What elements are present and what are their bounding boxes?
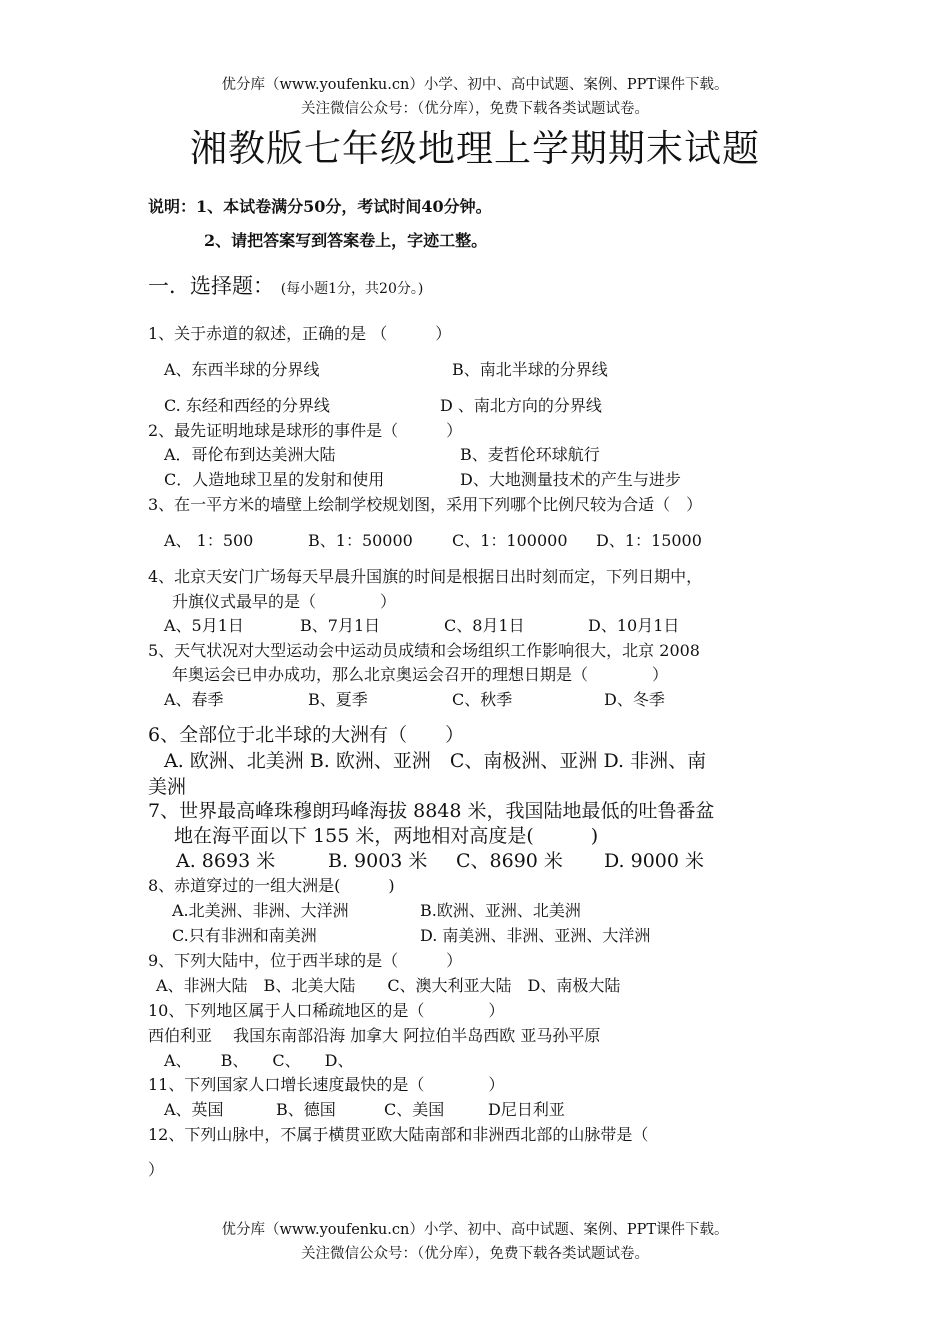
question-4-option-b: B、7月1日 [300, 616, 381, 635]
question-2-option-b: B、麦哲伦环球航行 [460, 445, 600, 464]
question-6-options-line-2: 美洲 [148, 776, 187, 798]
question-8-option-c: C.只有非洲和南美洲 [172, 926, 317, 945]
question-7-stem-line-2: 地在海平面以下 155 米，两地相对高度是( ) [174, 825, 599, 847]
question-7-option-a: A. 8693 米 [176, 850, 276, 872]
question-10-places: 西伯利亚 我国东南部沿海 加拿大 阿拉伯半岛西欧 亚马孙平原 [148, 1026, 601, 1045]
question-2-option-a: A．哥伦布到达美洲大陆 [164, 445, 336, 464]
header-line-1: 优分库（www.youfenku.cn）小学、初中、高中试题、案例、PPT课件下载。 [221, 77, 729, 93]
question-5-option-d: D、冬季 [604, 690, 665, 709]
question-8-stem: 8、赤道穿过的一组大洲是( ) [148, 876, 395, 895]
section-detail: (每小题1分，共20分。) [280, 281, 424, 297]
question-2-option-c: C．人造地球卫星的发射和使用 [164, 470, 385, 489]
question-3-option-c: C、1：100000 [452, 531, 568, 550]
question-6-stem: 6、全部位于北半球的大洲有（ ） [148, 724, 465, 746]
header-line-2: 关注微信公众号：（优分库），免费下载各类试题试卷。 [301, 101, 649, 117]
question-5-stem-line-2: 年奥运会已申办成功，那么北京奥运会召开的理想日期是（ ） [172, 665, 669, 684]
page-title: 湘教版七年级地理上学期期末试题 [190, 127, 760, 170]
question-8-option-d: D. 南美洲、非洲、亚洲、大洋洲 [420, 926, 651, 945]
question-4-stem-line-1: 4、北京天安门广场每天早晨升国旗的时间是根据日出时刻而定，下列日期中， [148, 567, 703, 586]
question-7-option-c: C、8690 米 [456, 850, 563, 872]
question-3-option-b: B、1：50000 [308, 531, 413, 550]
question-11-option-c: C、美国 [384, 1100, 445, 1119]
question-1-stem: 1、关于赤道的叙述，正确的是 （ ） [148, 324, 452, 343]
question-7-stem-line-1: 7、世界最高峰珠穆朗玛峰海拔 8848 米，我国陆地最低的吐鲁番盆 [148, 800, 715, 822]
question-3-option-a: A、 1：500 [164, 531, 254, 550]
question-8-option-b: B.欧洲、亚洲、北美洲 [420, 901, 581, 920]
question-9-options: A、非洲大陆 B、北美大陆 C、澳大利亚大陆 D、南极大陆 [156, 976, 621, 995]
question-7-option-d: D. 9000 米 [604, 850, 705, 872]
question-3-stem: 3、在一平方米的墙壁上绘制学校规划图，采用下列哪个比例尺较为合适（ ） [148, 495, 703, 514]
question-8-option-a: A.北美洲、非洲、大洋洲 [172, 901, 349, 920]
question-6-options-line-1: A. 欧洲、北美洲 B. 欧洲、亚洲 C、南极洲、亚洲 D. 非洲、南 [164, 750, 707, 772]
question-4-option-a: A、5月1日 [164, 616, 244, 635]
question-5-stem-line-1: 5、天气状况对大型运动会中运动员成绩和会场组织工作影响很大，北京 2008 [148, 641, 700, 660]
footer-line-2: 关注微信公众号：（优分库），免费下载各类试题试卷。 [301, 1246, 649, 1262]
question-3-option-d: D、1：15000 [596, 531, 702, 550]
question-4-stem-line-2: 升旗仪式最早的是（ ） [172, 592, 397, 611]
instruction-1: 说明：1、本试卷满分50分，考试时间40分钟。 [148, 197, 492, 216]
question-12-stem-line-1: 12、下列山脉中，不属于横贯亚欧大陆南部和非洲西北部的山脉带是（ [148, 1125, 649, 1144]
question-11-stem: 11、下列国家人口增长速度最快的是（ ） [148, 1075, 505, 1094]
question-2-stem: 2、最先证明地球是球形的事件是（ ） [148, 421, 463, 440]
section-heading [148, 270, 423, 300]
footer-line-1: 优分库（www.youfenku.cn）小学、初中、高中试题、案例、PPT课件下载。 [221, 1222, 729, 1238]
question-1-option-d: D 、南北方向的分界线 [440, 396, 602, 415]
section-label: 一．选择题： [148, 274, 274, 298]
question-9-stem: 9、下列大陆中，位于西半球的是（ ） [148, 951, 463, 970]
question-5-option-b: B、夏季 [308, 690, 368, 709]
question-11-option-b: B、德国 [276, 1100, 336, 1119]
question-11-option-d: D尼日利亚 [488, 1100, 565, 1119]
question-4-option-c: C、8月1日 [444, 616, 525, 635]
question-1-option-c: C. 东经和西经的分界线 [164, 396, 330, 415]
instruction-2: 2、请把答案写到答案卷上，字迹工整。 [204, 231, 488, 250]
question-2-option-d: D、大地测量技术的产生与进步 [460, 470, 681, 489]
question-10-stem: 10、下列地区属于人口稀疏地区的是（ ） [148, 1001, 505, 1020]
question-1-option-a: A、东西半球的分界线 [164, 360, 320, 379]
question-11-option-a: A、英国 [164, 1100, 224, 1119]
question-10-options: A、 B、 C、 D、 [164, 1051, 354, 1070]
question-7-option-b: B. 9003 米 [328, 850, 428, 872]
question-12-stem-line-2: ） [148, 1160, 165, 1179]
question-5-option-a: A、春季 [164, 690, 224, 709]
question-5-option-c: C、秋季 [452, 690, 513, 709]
question-1-option-b: B、南北半球的分界线 [452, 360, 608, 379]
question-4-option-d: D、10月1日 [588, 616, 680, 635]
